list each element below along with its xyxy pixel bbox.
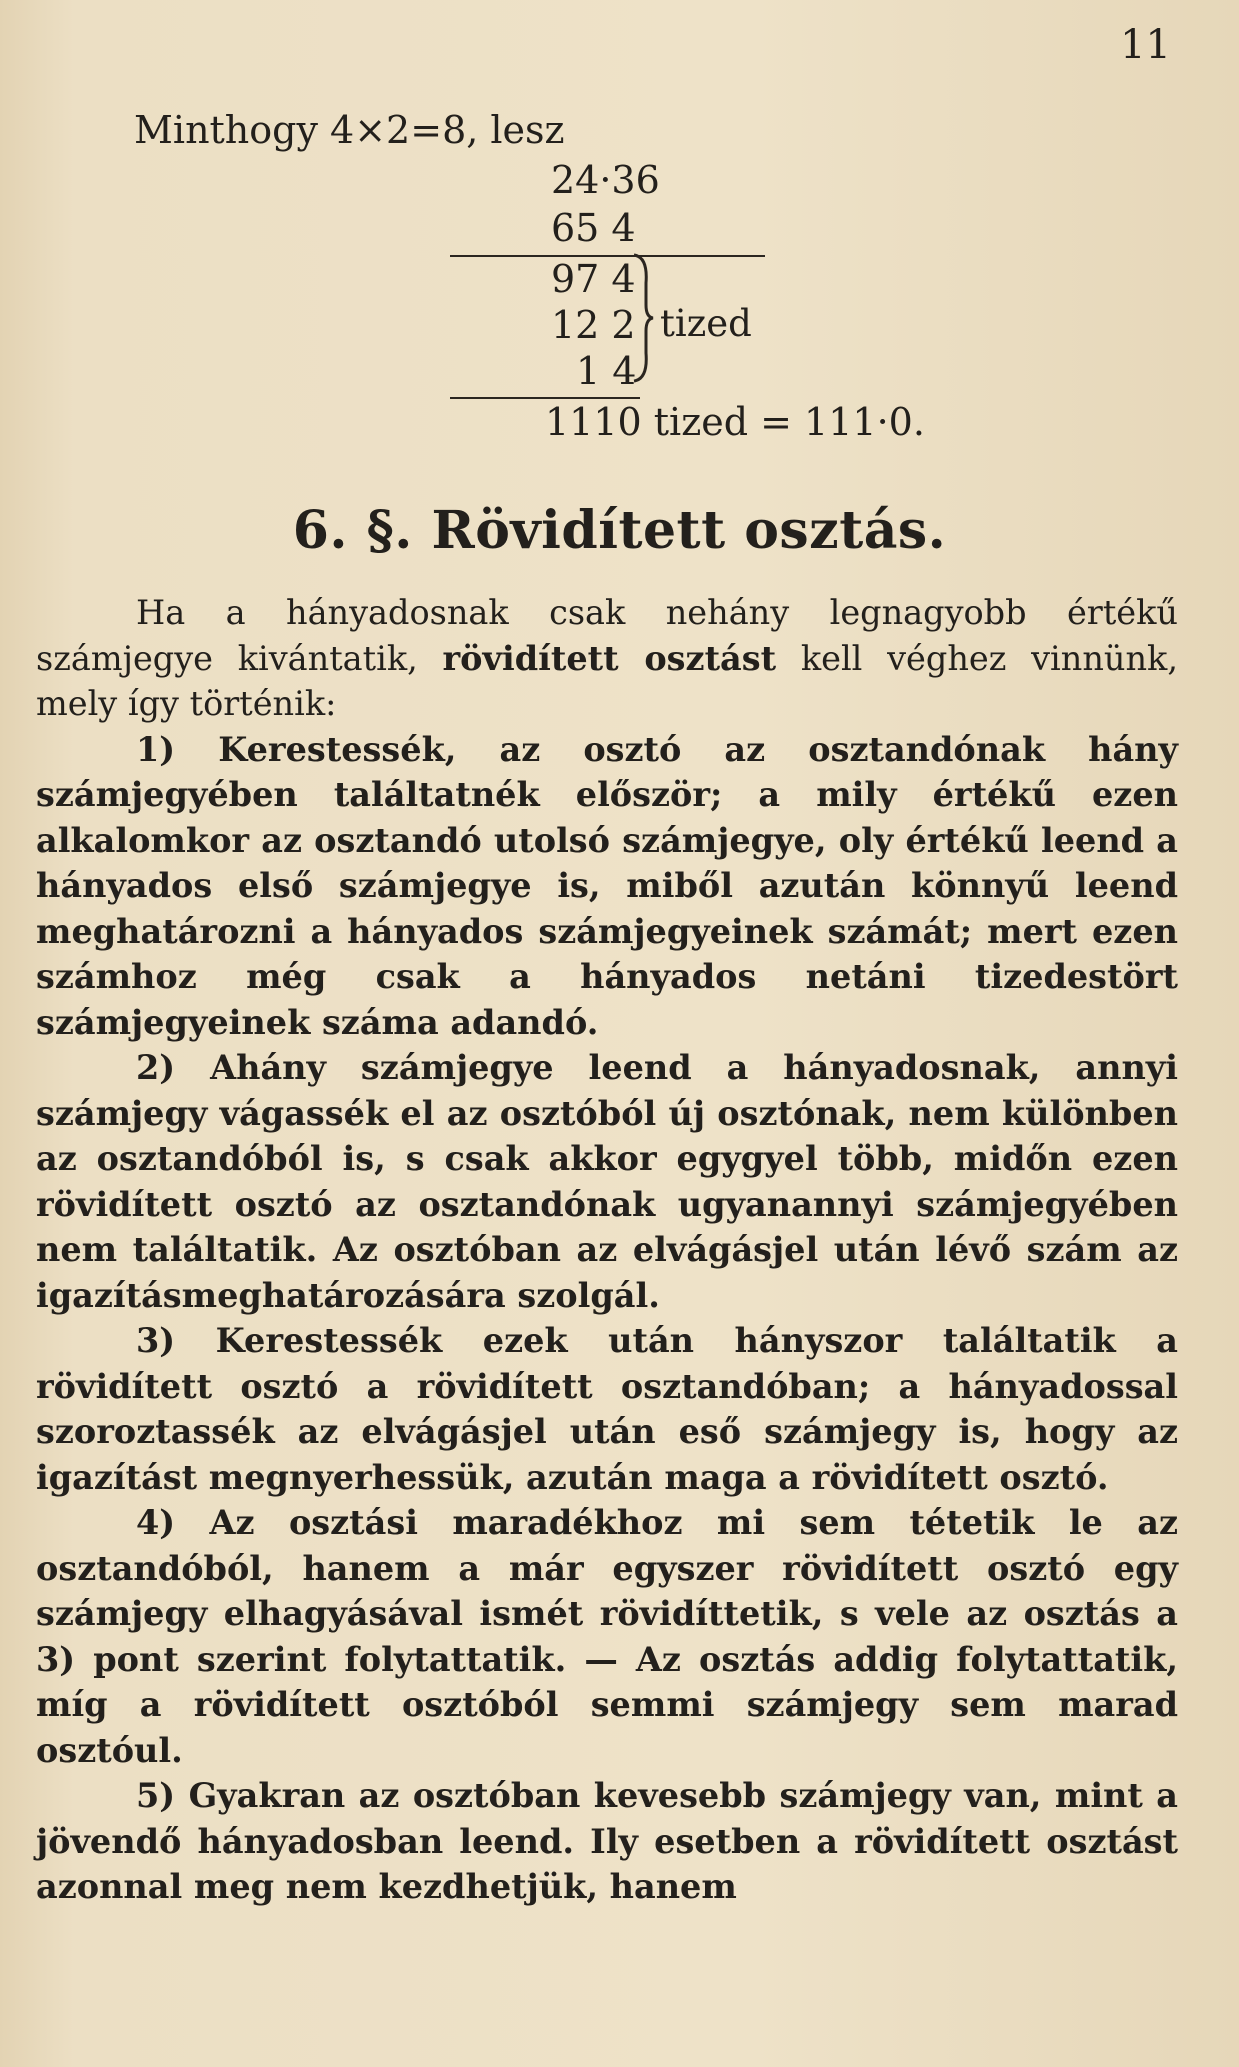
partial-product-3: 1 4 xyxy=(576,349,637,393)
rule-paragraph-2: 2) Ahány számjegye leend a hányadosnak, annyi számjegy vágassék el az osztóból új osztónak, nem különben az osztandóból is, s csak akkor egygyel több, midőn ezen rövidített osztó az osztandónak ugyanannyi számjegyében nem találtatik. Az osztóban az elvágásjel után lévő szám az igazításmeghatározására szolgál. xyxy=(36,1048,1178,1315)
multiplier: 65 4 xyxy=(551,206,636,250)
bottom-rule xyxy=(450,397,640,399)
rule-paragraph-5: 5) Gyakran az osztóban kevesebb számjegy van, mint a jövendő hányadosban leend. Ily esetben a rövidített osztást azonnal meg nem kezdhetjük, hanem xyxy=(36,1776,1178,1906)
calculation-result: 1110 tized = 111·0. xyxy=(545,400,925,444)
page-number: 11 xyxy=(1120,22,1171,68)
right-brace xyxy=(632,253,654,383)
intro-paragraph xyxy=(36,590,1178,727)
intro-text: Ha a hányadosnak csak nehány legnagyobb értékű számjegye kivántatik, xyxy=(36,593,1178,678)
body-text xyxy=(36,590,1178,1910)
brace-label: tized xyxy=(660,302,752,345)
section-title: 6. §. Rövidített osztás. xyxy=(292,500,947,561)
partial-product-2: 12 2 xyxy=(551,303,636,347)
emphasis-term: rövidített osztást xyxy=(442,638,777,678)
rule-paragraph-4: 4) Az osztási maradékhoz mi sem tétetik le az osztandóból, hanem a már egyszer rövidített osztó egy számjegy elhagyásával ismét rövidíttetik, s vele az osztás a 3) pont szerint folytattatik. — Az osztás addig folytattatik, míg a rövidített osztóból semmi számjegy sem marad osztóul. xyxy=(36,1503,1178,1770)
rule-paragraph-1: 1) Kerestessék, az osztó az osztandónak hány számjegyében találtatnék először; a mily értékű ezen alkalomkor az osztandó utolsó számjegye, oly értékű leend a hányados első számjegye is, miből azután könnyű leend meghatározni a hányados számjegyeinek számát; mert ezen számhoz még csak a hányados netáni tizedestört számjegyeinek száma adandó. xyxy=(36,729,1178,1042)
multiplicand: 24·36 xyxy=(551,158,660,202)
intro-text-end: kell véghez vinnünk, mely így történik: xyxy=(36,638,1178,723)
partial-product-1: 97 4 xyxy=(551,257,636,301)
calculation-intro: Minthogy 4×2=8, lesz xyxy=(134,108,565,152)
rule-paragraph-3: 3) Kerestessék ezek után hányszor találtatik a rövidített osztó a rövidített osztandóban; a hányadossal szoroztassék az elvágásjel után eső számjegy is, hogy az igazítást megnyerhessük, azután maga a rövidített osztó. xyxy=(36,1321,1178,1497)
